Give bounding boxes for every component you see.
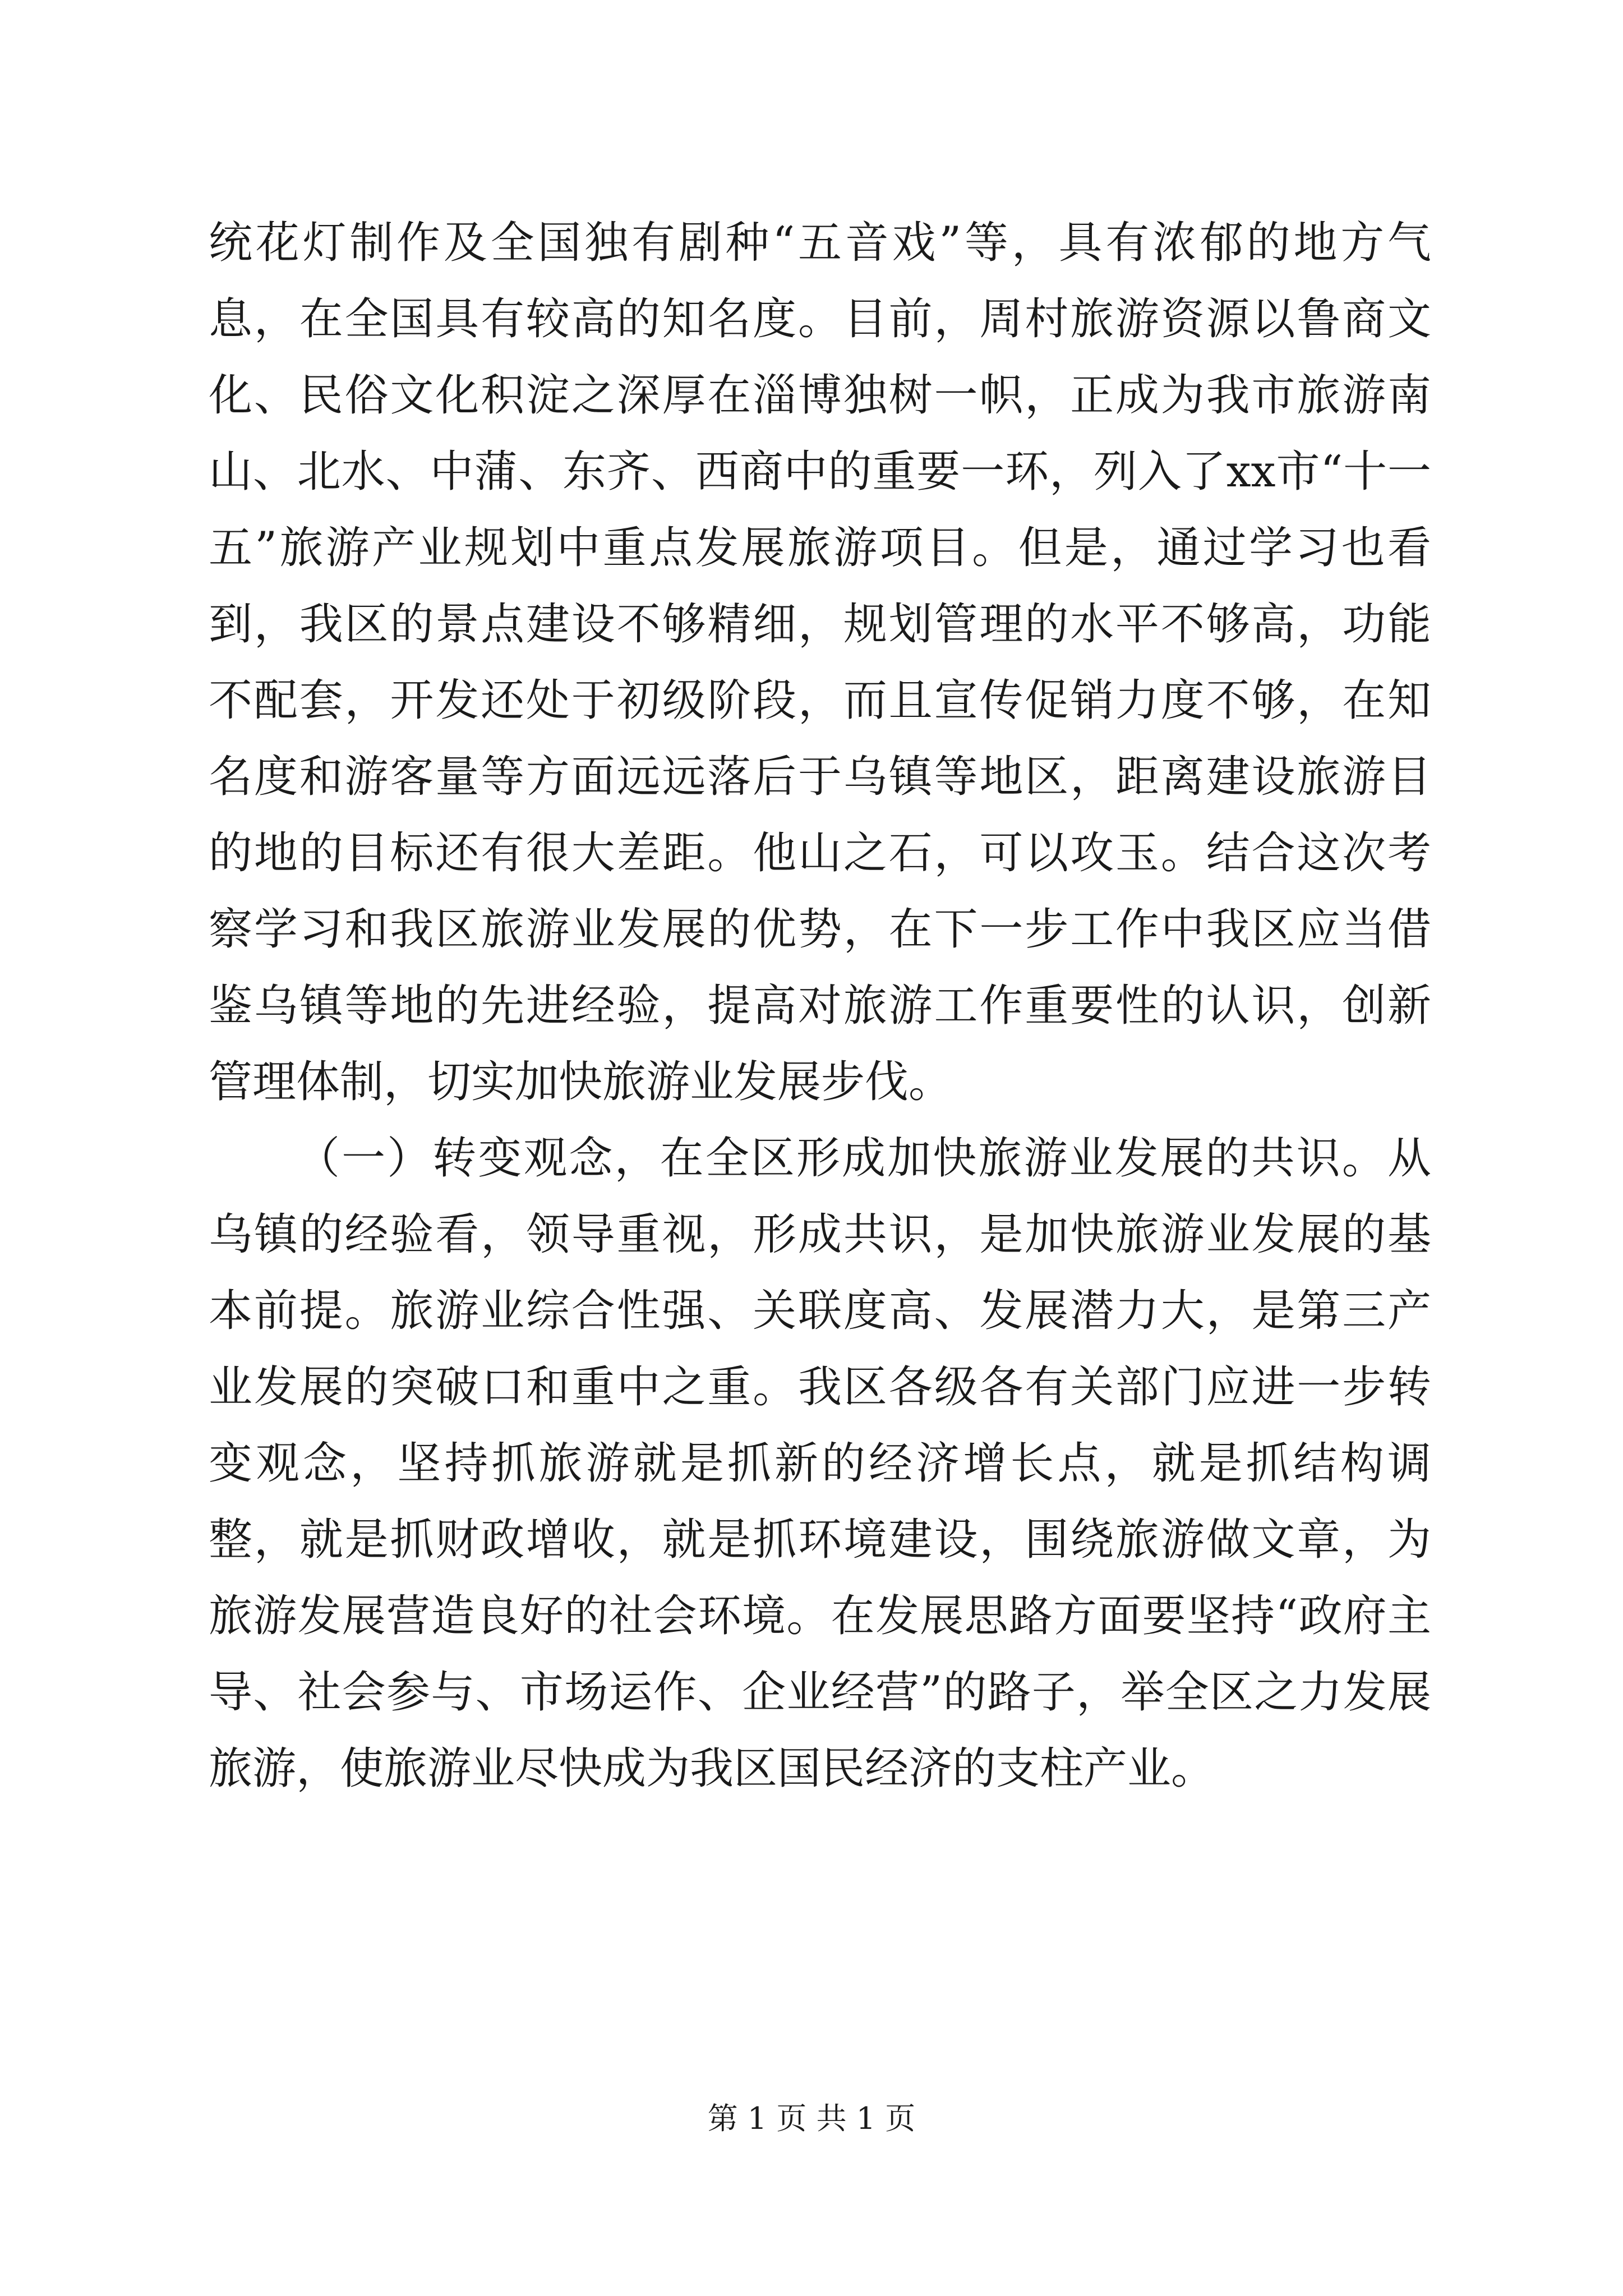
page-footer: 第 1 页 共 1 页 — [707, 2101, 916, 2136]
paragraph-section-one: （一）转变观念，在全区形成加快旅游业发展的共识。从乌镇的经验看，领导重视，形成共识，是加快旅游业发展的基本前提。旅游业综合性强、关联度高、发展潜力大，是第三产业发展的突破口和重中之重。我区各级各有关部门应进一步转变观念，坚持抓旅游就是抓新的经济增长点，就是抓结构调整，就是抓财政增收，就是抓环境建设，围绕旅游做文章，为旅游发展营造良好的社会环境。在发展思路方面要坚持“政府主导、社会参与、市场运作、企业经营”的路子，举全区之力发展旅游，使旅游业尽快成为我区国民经济的支柱产业。 — [209, 1133, 1431, 1794]
document-body — [209, 205, 1431, 1807]
paragraph-continuation: 统花灯制作及全国独有剧种“五音戏”等，具有浓郁的地方气息，在全国具有较高的知名度。目前，周村旅游资源以鲁商文化、民俗文化积淀之深厚在淄博独树一帜，正成为我市旅游南山、北水、中蒲、东齐、西商中的重要一环，列入了xx市“十一五”旅游产业规划中重点发展旅游项目。但是，通过学习也看到，我区的景点建设不够精细，规划管理的水平不够高，功能不配套，开发还处于初级阶段，而且宣传促销力度不够，在知名度和游客量等方面远远落后于乌镇等地区，距离建设旅游目的地的目标还有很大差距。他山之石，可以攻玉。结合这次考察学习和我区旅游业发展的优势，在下一步工作中我区应当借鉴乌镇等地的先进经验，提高对旅游工作重要性的认识，创新管理体制，切实加快旅游业发展步伐。 — [209, 218, 1431, 1107]
